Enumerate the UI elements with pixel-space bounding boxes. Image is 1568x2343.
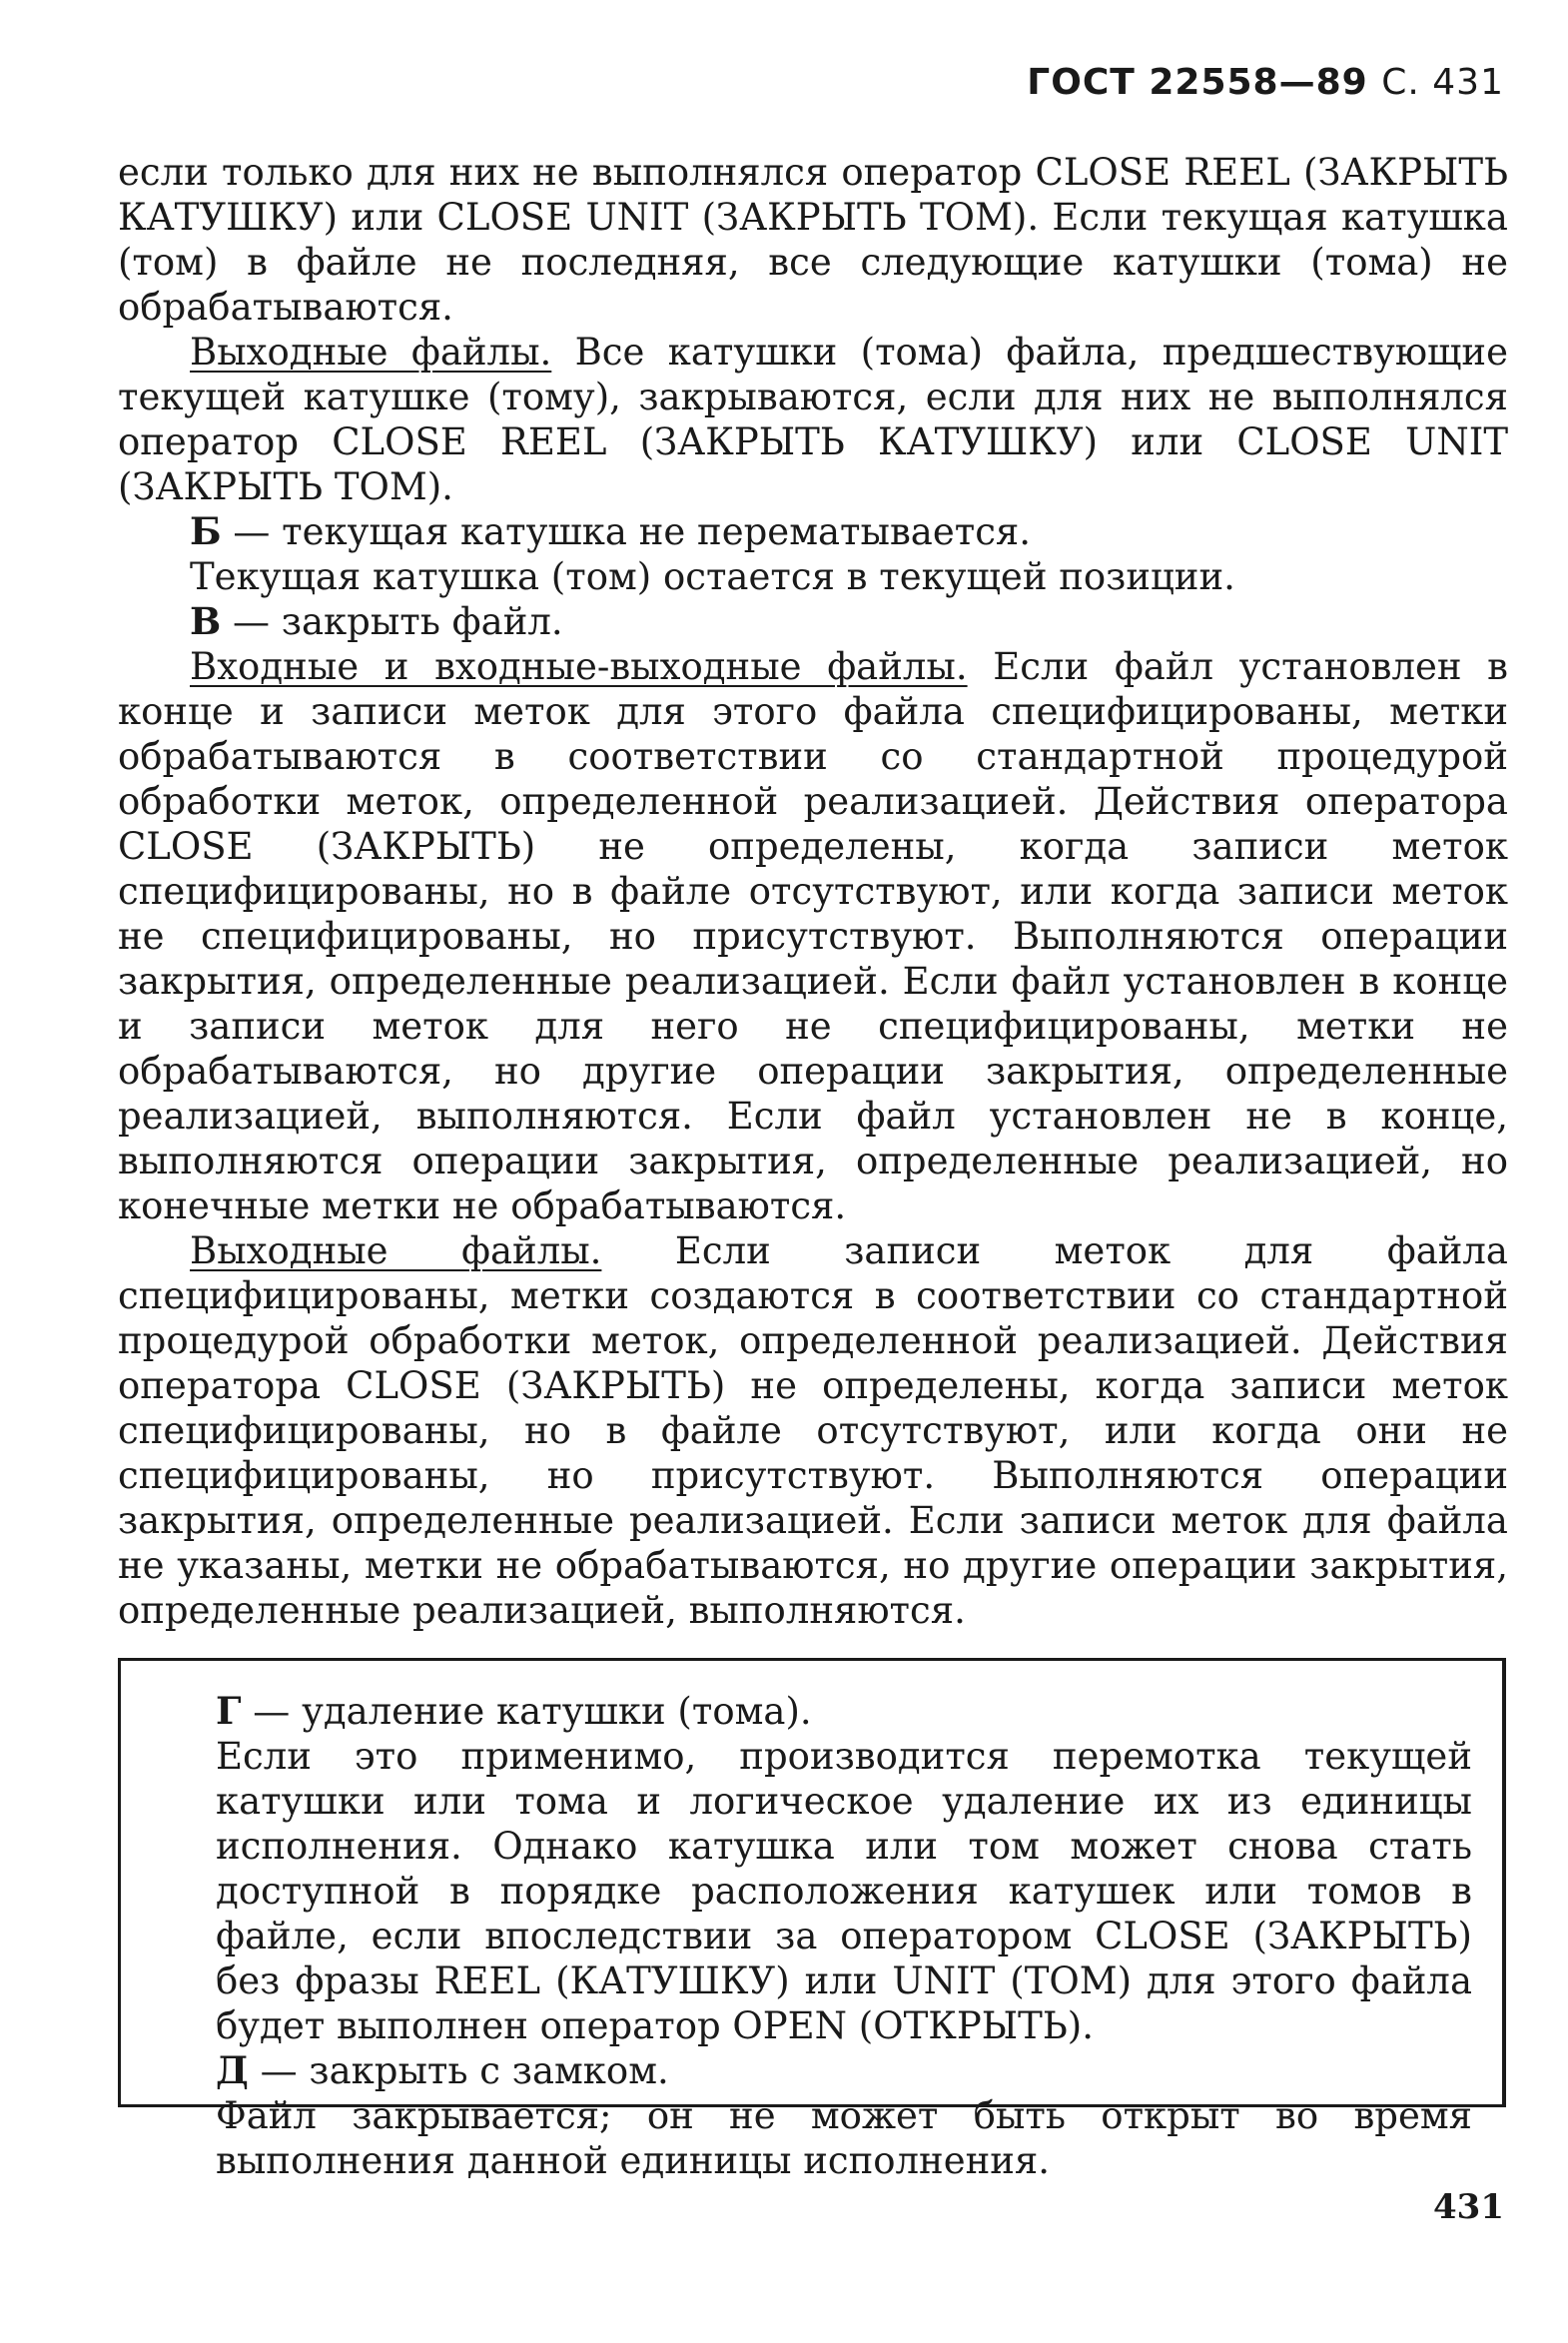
paragraph-text: — текущая катушка не перематывается. xyxy=(221,510,1032,553)
paragraph-text: Файл закрывается; он не может быть открыт во время выполнения данной единицы исполнения. xyxy=(216,2094,1472,2182)
paragraph xyxy=(118,554,1508,599)
boxed-text xyxy=(216,1689,1472,2183)
paragraph-text: Если это применимо, производится перемотка текущей катушки или тома и логическое удаление их из единицы исполнения. Однако катушка или том может снова стать доступной в порядке расположения катушек или томов в файле, если впоследствии за оператором CLOSE (ЗАКРЫТЬ) без фразы REEL (КАТУШКУ) или UNIT (ТОМ) для этого файла будет выполнен оператор OPEN (ОТКРЫТЬ). xyxy=(216,1735,1472,2047)
paragraph-text: если только для них не выполнялся оператор CLOSE REEL (ЗАКРЫТЬ КАТУШКУ) или CLOSE UNIT (ЗАКРЫТЬ ТОМ). Если текущая катушка (том) в файле не последняя, все следующие катушки (тома) не обрабатываются. xyxy=(118,151,1508,329)
paragraph xyxy=(118,644,1508,1228)
paragraph-text: — удаление катушки (тома). xyxy=(241,1690,812,1733)
page-number: 431 xyxy=(1433,2187,1504,2227)
paragraph-text: Текущая катушка (том) остается в текущей позиции. xyxy=(190,555,1235,598)
paragraph xyxy=(118,509,1508,554)
running-header xyxy=(1027,62,1504,103)
page-label: С. 431 xyxy=(1381,62,1504,103)
paragraph xyxy=(216,2048,1472,2093)
paragraph xyxy=(216,1734,1472,2048)
boxed-amendment xyxy=(118,1658,1506,2182)
underlined-heading: Выходные файлы. xyxy=(190,331,552,374)
main-text xyxy=(118,150,1508,1633)
paragraph xyxy=(118,1228,1508,1633)
paragraph xyxy=(118,599,1508,644)
paragraph xyxy=(118,330,1508,509)
item-letter: Г xyxy=(216,1689,242,1733)
paragraph-text: — закрыть с замком. xyxy=(248,2049,669,2092)
item-letter: Д xyxy=(216,2048,249,2092)
paragraph xyxy=(216,1689,1472,1734)
paragraph-text: Если файл установлен в конце и записи меток для этого файла специфицированы, метки обрабатываются в соответствии со стандартной процедурой обработки меток, определенной реализацией. Действия оператора CLOSE (ЗАКРЫТЬ) не определены, когда записи меток специфицированы, но в файле отсутствуют, или когда записи меток не специфицированы, но присутствуют. Выполняются операции закрытия, определенные реализацией. Если файл установлен в конце и записи меток для него не специфицированы, метки не обрабатываются, но другие операции закрытия, определенные реализацией, выполняются. Если файл установлен не в конце, выполняются операции закрытия, определенные реализацией, но конечные метки не обрабатываются. xyxy=(118,645,1508,1227)
paragraph xyxy=(118,150,1508,330)
paragraph-text: — закрыть файл. xyxy=(221,600,563,643)
item-letter: Б xyxy=(190,509,222,553)
standard-number: ГОСТ 22558—89 xyxy=(1027,62,1368,103)
underlined-heading: Выходные файлы. xyxy=(190,1229,602,1272)
item-letter: В xyxy=(190,599,222,643)
paragraph xyxy=(216,2093,1472,2183)
underlined-heading: Входные и входные-выходные файлы. xyxy=(190,645,968,688)
paragraph-text: Если записи меток для файла специфицированы, метки создаются в соответствии со стандартной процедурой обработки меток, определенной реализацией. Действия оператора CLOSE (ЗАКРЫТЬ) не определены, когда записи меток специфицированы, но в файле отсутствуют, или когда они не специфицированы, но присутствуют. Выполняются операции закрытия, определенные реализацией. Если записи меток для файла не указаны, метки не обрабатываются, но другие операции закрытия, определенные реализацией, выполняются. xyxy=(118,1229,1508,1632)
paragraph-text: Все катушки (тома) файла, предшествующие текущей катушке (тому), закрываются, если для них не выполнялся оператор CLOSE REEL (ЗАКРЫТЬ КАТУШКУ) или CLOSE UNIT (ЗАКРЫТЬ ТОМ). xyxy=(118,331,1508,508)
